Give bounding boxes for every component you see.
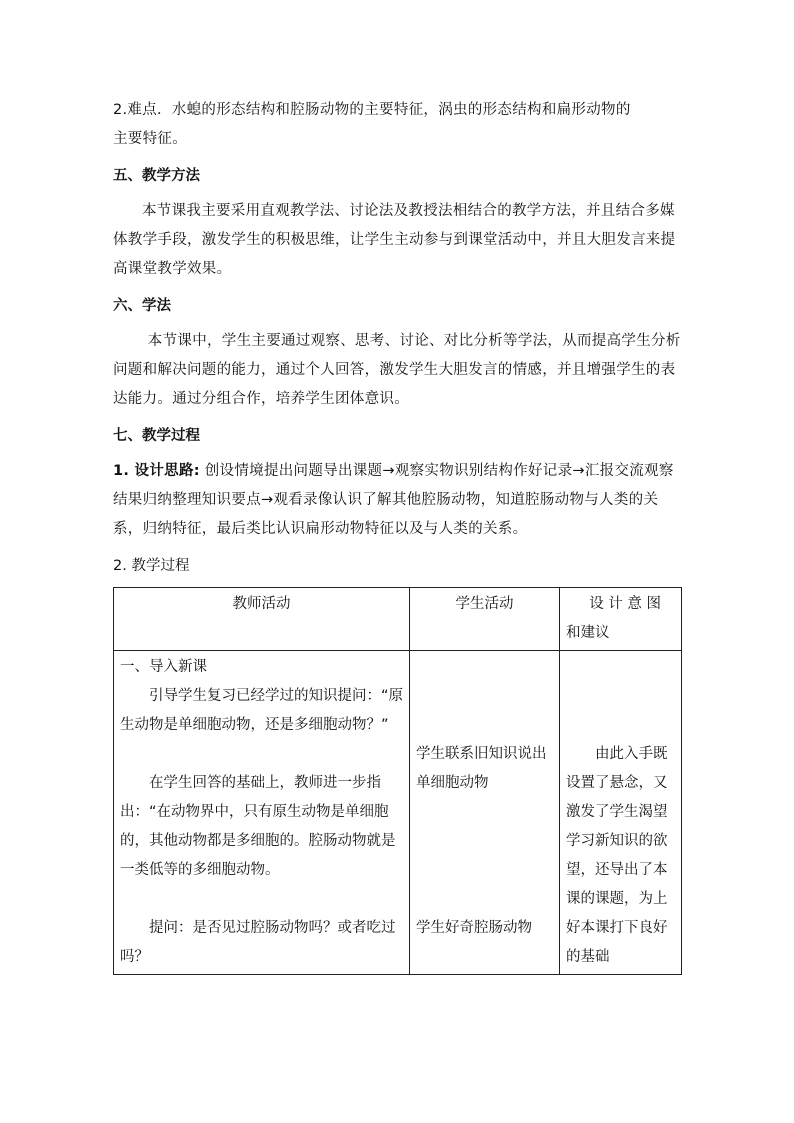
- header-design: 设 计 意 图 和建议: [560, 588, 682, 651]
- header-student: 学生活动: [410, 588, 560, 651]
- teacher-para-1: 引导学生复习已经学过的知识提问：“原生动物是单细胞动物，还是多细胞动物？”: [120, 688, 404, 733]
- teacher-activity-cell: [114, 651, 410, 975]
- design-idea-label: 1. 设计思路:: [113, 463, 200, 479]
- student-activity-cell: [410, 651, 560, 975]
- difficulty-line-1: 2.难点．水螅的形态结构和腔肠动物的主要特征，涡虫的形态结构和扁形动物的: [113, 102, 631, 118]
- teacher-para-2: 在学生回答的基础上，教师进一步指出：“在动物界中，只有原生动物是单细胞的，其他动物都是多细胞的。腔肠动物就是一类低等的多细胞动物。: [120, 775, 396, 878]
- section5-text: 本节课我主要采用直观教学法、讨论法及教授法相结合的教学方法，并且结合多媒体教学手段，激发学生的积极思维，让学生主动参与到课堂活动中，并且大胆发言来提高课堂教学效果。: [113, 203, 676, 277]
- teaching-process-table: [113, 587, 682, 975]
- teacher-para-3: 提问：是否见过腔肠动物吗？或者吃过吗？: [120, 920, 396, 965]
- section6-heading: 六、学法: [113, 298, 171, 314]
- design-intent-cell: [560, 651, 682, 975]
- section7-heading: 七、教学过程: [113, 428, 200, 444]
- section5-heading: 五、教学方法: [113, 168, 200, 184]
- table-row: [114, 651, 682, 975]
- design-idea: [113, 457, 681, 544]
- teacher-title: 一、导入新课: [120, 659, 207, 675]
- section6-text: 本节课中，学生主要通过观察、思考、讨论、对比分析等学法，从而提高学生分析问题和解决问题的能力，通过个人回答，激发学生大胆发言的情感，并且增强学生的表达能力。通过分组合作，培养学生团体意识。: [113, 333, 681, 407]
- header-teacher: 教师活动: [114, 588, 410, 651]
- student-activity-2: 学生好奇腔肠动物: [416, 920, 532, 936]
- design-intent-text: 由此入手既设置了悬念，又激发了学生渴望学习新知识的欲望，还导出了本课的课题，为上好本课打下良好的基础: [566, 746, 668, 965]
- process-heading: 2. 教学过程: [113, 558, 190, 574]
- table-header-row: [114, 588, 682, 651]
- difficulty-line-2: 主要特征。: [113, 131, 187, 147]
- student-activity-1: 学生联系旧知识说出单细胞动物: [416, 746, 547, 791]
- design-idea-text: 创设情境提出问题导出课题→观察实物识别结构作好记录→汇报交流观察结果归纳整理知识要点→观看录像认识了解其他腔肠动物，知道腔肠动物与人类的关系，归纳特征，最后类比认识扁形动物特征以及与人类的关系。: [113, 463, 674, 537]
- document-page: [113, 96, 681, 975]
